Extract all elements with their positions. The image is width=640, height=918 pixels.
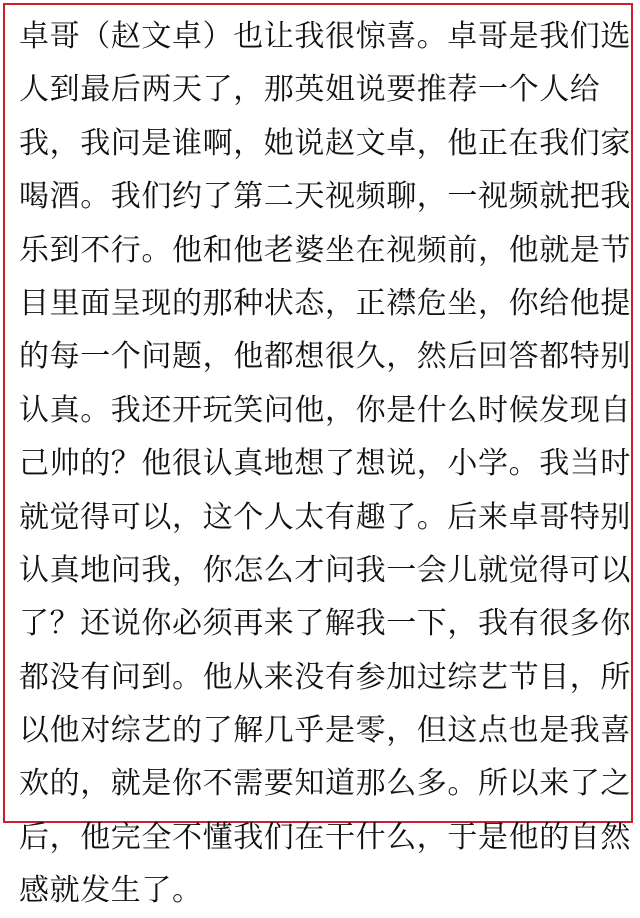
text-line: 人到最后两天了，那英姐说要推荐一个人给 — [19, 72, 601, 108]
text-line: 己帅的？他很认真地想了想说，小学。我当时 — [19, 446, 631, 482]
text-line: 欢的，就是你不需要知道那么多。所以来了之 — [19, 766, 631, 802]
text-line: 了？还说你必须再来了解我一下，我有很多你 — [19, 606, 631, 642]
text-line: 都没有问到。他从来没有参加过综艺节目，所 — [19, 659, 631, 695]
text-line: 我，我问是谁啊，她说赵文卓，他正在我们家 — [19, 125, 631, 161]
text-line: 认真地问我，你怎么才问我一会儿就觉得可以 — [19, 552, 631, 588]
text-line: 认真。我还开玩笑问他，你是什么时候发现自 — [19, 392, 631, 428]
text-line: 以他对综艺的了解几乎是零，但这点也是我喜 — [19, 713, 631, 749]
text-line: 感就发生了。 — [19, 873, 203, 909]
text-line: 后，他完全不懂我们在干什么，于是他的自然 — [19, 819, 631, 855]
text-line: 喝酒。我们约了第二天视频聊，一视频就把我 — [19, 179, 631, 215]
text-line: 就觉得可以，这个人太有趣了。后来卓哥特别 — [19, 499, 631, 535]
text-line: 乐到不行。他和他老婆坐在视频前，他就是节 — [19, 232, 631, 268]
quote-passage — [19, 10, 631, 918]
text-line: 卓哥（赵文卓）也让我很惊喜。卓哥是我们选 — [19, 19, 631, 54]
quote-frame — [3, 3, 633, 909]
text-line: 的每一个问题，他都想很久，然后回答都特别 — [19, 339, 631, 375]
text-line: 目里面呈现的那种状态，正襟危坐，你给他提 — [19, 285, 631, 321]
